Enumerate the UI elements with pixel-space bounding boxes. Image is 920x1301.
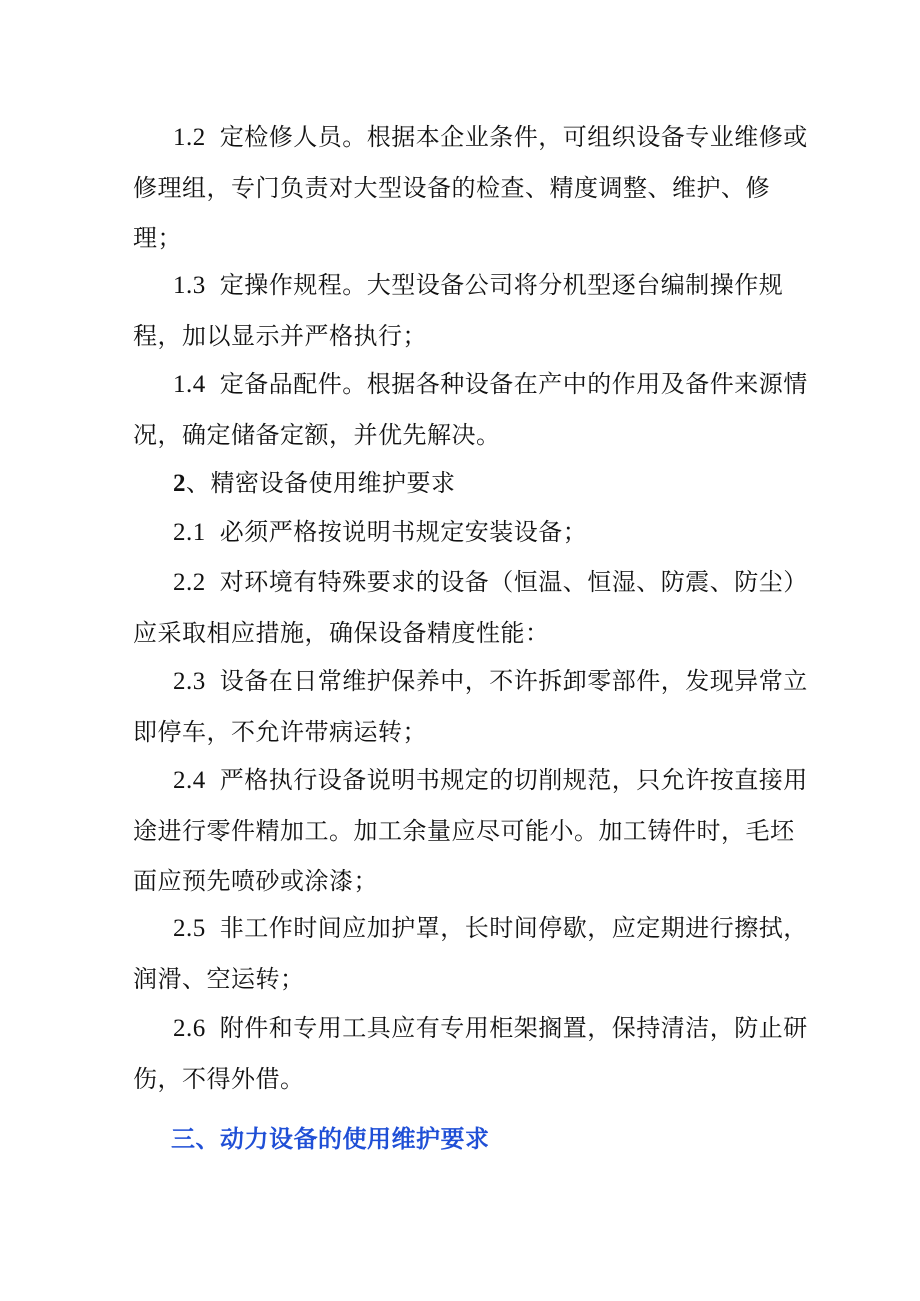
paragraph-text: 非工作时间应加护罩，长时间停歇，应定期进行擦拭，润滑、空运转； bbox=[133, 914, 808, 993]
section-number: 2 bbox=[173, 470, 186, 497]
item-number: 1.4 bbox=[173, 371, 206, 398]
item-number: 1.3 bbox=[173, 272, 206, 299]
paragraph-1-2 bbox=[133, 112, 813, 263]
item-number: 2.1 bbox=[173, 519, 206, 546]
item-number: 2.4 bbox=[173, 767, 206, 794]
section-heading-3: 三、动力设备的使用维护要求 bbox=[171, 1125, 490, 1153]
section-heading-2 bbox=[133, 458, 813, 509]
item-number: 2.5 bbox=[173, 915, 206, 942]
paragraph-2-5 bbox=[133, 903, 813, 1004]
paragraph-text: 设备在日常维护保养中，不许拆卸零部件，发现异常立即停车，不允许带病运转； bbox=[133, 667, 808, 746]
item-number: 2.6 bbox=[173, 1015, 206, 1042]
paragraph-text: 对环境有特殊要求的设备（恒温、恒湿、防震、防尘）应采取相应措施，确保设备精度性能： bbox=[133, 568, 808, 647]
paragraph-2-1 bbox=[133, 507, 813, 558]
paragraph-2-6 bbox=[133, 1003, 813, 1104]
item-number: 1.2 bbox=[173, 124, 206, 151]
item-number: 2.3 bbox=[173, 668, 206, 695]
item-number: 2.2 bbox=[173, 569, 206, 596]
paragraph-1-3 bbox=[133, 260, 813, 361]
paragraph-text: 严格执行设备说明书规定的切削规范，只允许按直接用途进行零件精加工。加工余量应尽可能小。加工铸件时，毛坯面应预先喷砂或涂漆； bbox=[133, 766, 808, 895]
paragraph-text: 定备品配件。根据各种设备在产中的作用及备件来源情况，确定储备定额，并优先解决。 bbox=[133, 370, 808, 449]
paragraph-2-3 bbox=[133, 656, 813, 757]
paragraph-1-4 bbox=[133, 359, 813, 460]
paragraph-2-4 bbox=[133, 755, 813, 906]
paragraph-text: 必须严格按说明书规定安装设备； bbox=[219, 518, 588, 546]
paragraph-text: 附件和专用工具应有专用柜架搁置，保持清洁，防止研伤，不得外借。 bbox=[133, 1014, 808, 1093]
paragraph-2-2 bbox=[133, 557, 813, 658]
paragraph-text: 定检修人员。根据本企业条件，可组织设备专业维修或修理组，专门负责对大型设备的检查、精度调整、维护、修理； bbox=[133, 123, 808, 252]
section-heading-text: 、精密设备使用维护要求 bbox=[186, 469, 456, 497]
paragraph-text: 定操作规程。大型设备公司将分机型逐台编制操作规程，加以显示并严格执行； bbox=[133, 271, 784, 350]
